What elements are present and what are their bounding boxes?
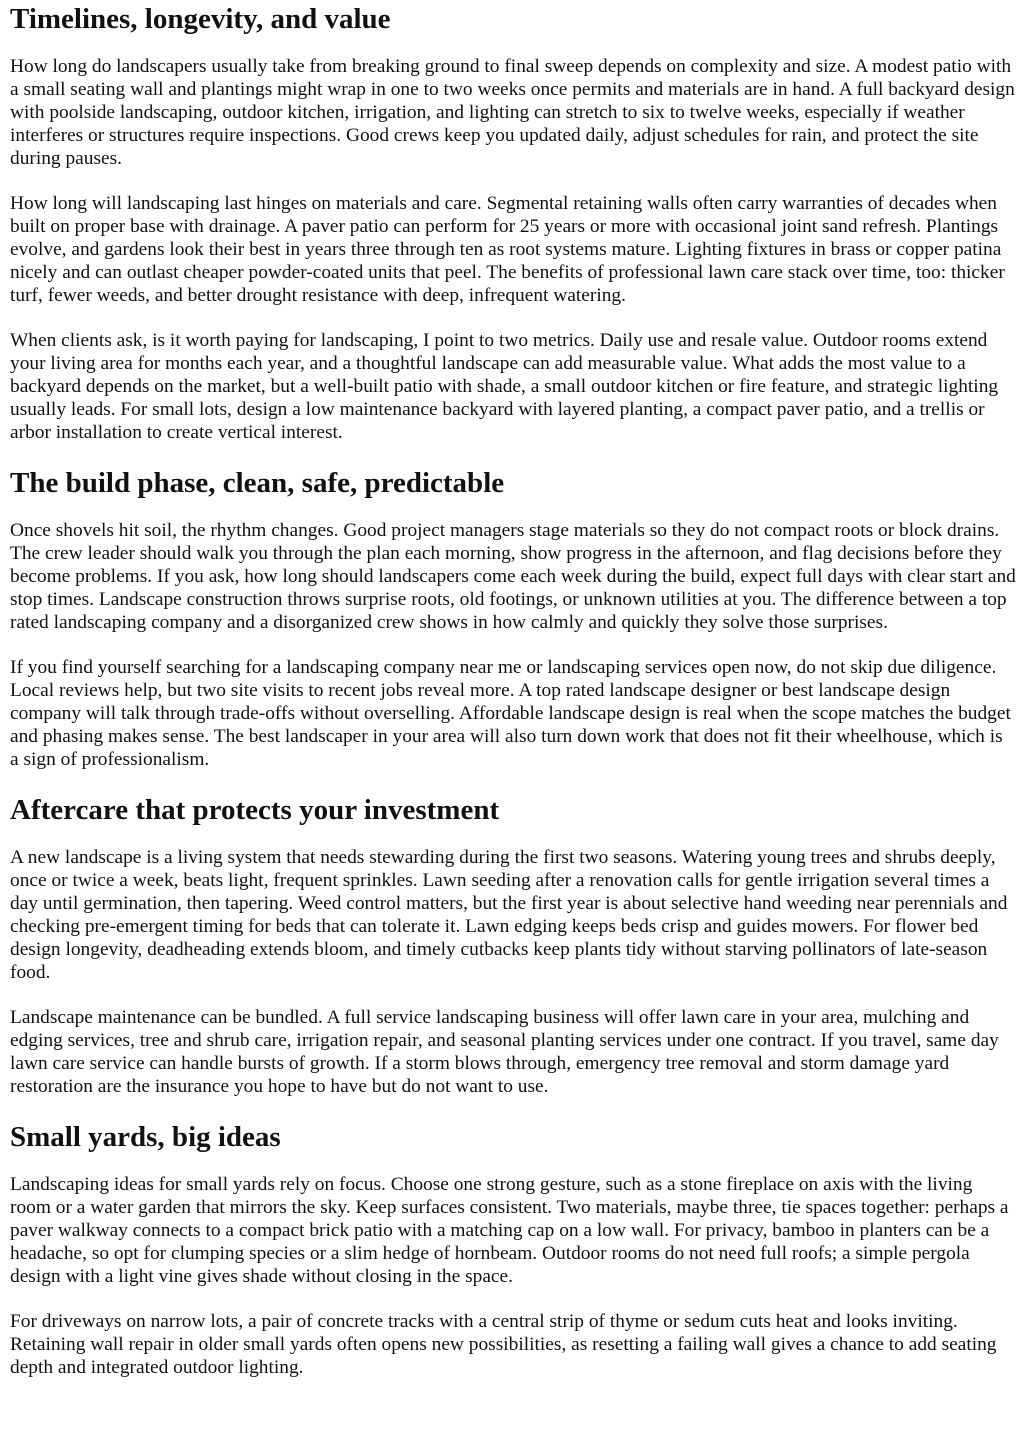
section-heading: The build phase, clean, safe, predictable (10, 467, 505, 499)
section-build-phase (10, 466, 1016, 771)
paragraph: For driveways on narrow lots, a pair of concrete tracks with a central strip of thyme or sedum cuts heat and looks inviting. Retaining wall repair in older small yards often opens new possibilities, as resetting a failing wall gives a chance to add seating depth and integrated outdoor lighting. (10, 1311, 997, 1378)
paragraph: Once shovels hit soil, the rhythm changes. Good project managers stage materials so they do not compact roots or block drains. The crew leader should walk you through the plan each morning, show progress in the afternoon, and flag decisions before they become problems. If you ask, how long should landscapers come each week during the build, expect full days with clear start and stop times. Landscape construction throws surprise roots, old footings, or unknown utilities at you. The difference between a top rated landscaping company and a disorganized crew shows in how calmly and quickly they solve those surprises. (10, 520, 1016, 633)
section-small-yards (10, 1120, 1016, 1379)
paragraph: When clients ask, is it worth paying for landscaping, I point to two metrics. Daily use and resale value. Outdoor rooms extend your living area for months each year, and a thoughtful landscape can add measurable value. What adds the most value to a backyard depends on the market, but a well-built patio with shade, a small outdoor kitchen or fire feature, and strategic lighting usually leads. For small lots, design a low maintenance backyard with layered planting, a compact paver patio, and a trellis or arbor installation to create vertical interest. (10, 330, 999, 443)
paragraph: How long do landscapers usually take from breaking ground to final sweep depends on complexity and size. A modest patio with a small seating wall and plantings might wrap in one to two weeks once permits and materials are in hand. A full backyard design with poolside landscaping, outdoor kitchen, irrigation, and lighting can stretch to six to twelve weeks, especially if weather interferes or structures require inspections. Good crews keep you updated daily, adjust schedules for rain, and protect the site during pauses. (10, 56, 1015, 169)
paragraph: Landscaping ideas for small yards rely on focus. Choose one strong gesture, such as a stone fireplace on axis with the living room or a water garden that mirrors the sky. Keep surfaces consistent. Two materials, maybe three, tie spaces together: perhaps a paver walkway connects to a compact brick patio with a matching cap on a low wall. For privacy, bamboo in planters can be a headache, so opt for clumping species or a slim hedge of hornbeam. Outdoor rooms do not need full roofs; a simple pergola design with a light vine gives shade without closing in the space. (10, 1174, 1009, 1287)
paragraph: A new landscape is a living system that needs stewarding during the first two seasons. Watering young trees and shrubs deeply, once or twice a week, beats light, frequent sprinkles. Lawn seeding after a renovation calls for gentle irrigation several times a day until germination, then tapering. Weed control matters, but the first year is about selective hand weeding near perennials and checking pre-emergent timing for beds that can tolerate it. Lawn edging keeps beds crisp and guides mowers. For flower bed design longevity, deadheading extends bloom, and timely cutbacks keep plants tidy without starving pollinators of late-season food. (10, 847, 1008, 983)
paragraph: If you find yourself searching for a landscaping company near me or landscaping services open now, do not skip due diligence. Local reviews help, but two site visits to recent jobs reveal more. A top rated landscape designer or best landscape design company will talk through trade-offs without overselling. Affordable landscape design is real when the scope matches the budget and phasing makes sense. The best landscaper in your area will also turn down work that does not fit their wheelhouse, which is a sign of professionalism. (10, 657, 1011, 770)
paragraph: How long will landscaping last hinges on materials and care. Segmental retaining walls often carry warranties of decades when built on proper base with drainage. A paver patio can perform for 25 years or more with occasional joint sand refresh. Plantings evolve, and gardens look their best in years three through ten as root systems mature. Lighting fixtures in brass or copper patina nicely and can outlast cheaper powder-coated units that peel. The benefits of professional lawn care stack over time, too: thicker turf, fewer weeds, and better drought resistance with deep, infrequent watering. (10, 193, 1005, 306)
section-timelines (10, 0, 1016, 444)
section-heading: Timelines, longevity, and value (10, 3, 391, 35)
section-aftercare (10, 793, 1016, 1098)
paragraph: Landscape maintenance can be bundled. A full service landscaping business will offer lawn care in your area, mulching and edging services, tree and shrub care, irrigation repair, and seasonal planting services under one contract. If you travel, same day lawn care service can handle bursts of growth. If a storm blows through, emergency tree removal and storm damage yard restoration are the insurance you hope to have but do not want to use. (10, 1007, 999, 1097)
section-heading: Small yards, big ideas (10, 1121, 281, 1153)
section-heading: Aftercare that protects your investment (10, 794, 500, 826)
